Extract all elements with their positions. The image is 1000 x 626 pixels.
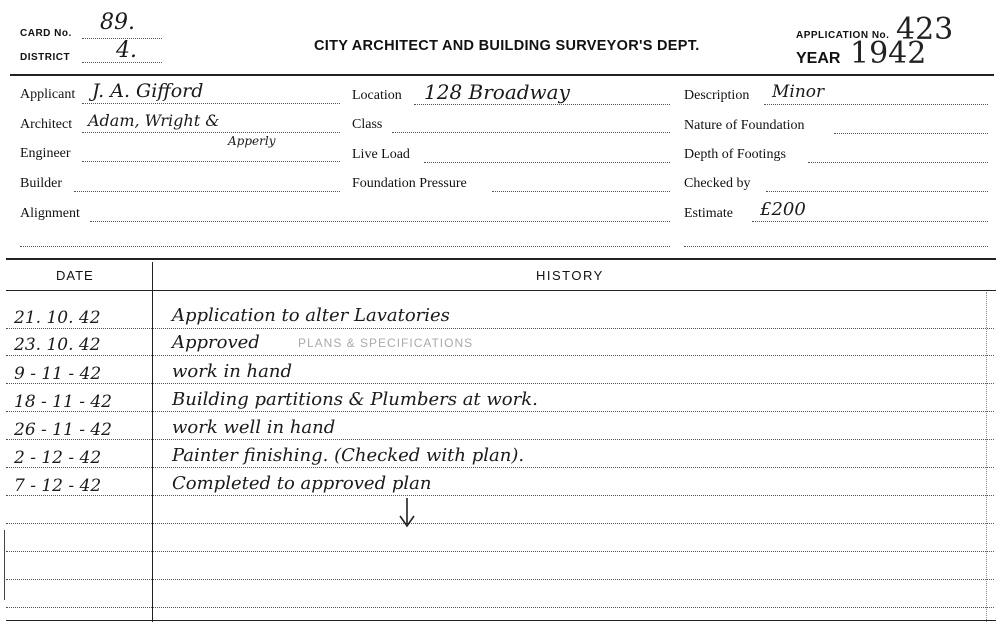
location-line: [414, 104, 670, 105]
district-line: [82, 62, 162, 63]
card-no-label: CARD No.: [20, 28, 72, 39]
estimate-value: £200: [760, 199, 806, 220]
alignment-label: Alignment: [20, 206, 80, 221]
history-entry: work in hand: [172, 361, 292, 382]
history-entry: Completed to approved plan: [172, 473, 432, 494]
row-line: [6, 383, 994, 384]
applicant-value: J. A. Gifford: [92, 80, 204, 102]
history-date: 26 - 11 - 42: [14, 420, 112, 440]
district-label: DISTRICT: [20, 52, 71, 63]
history-date: 21. 10. 42: [14, 308, 101, 328]
applicant-label: Applicant: [20, 87, 76, 102]
application-label: APPLICATION No.: [796, 30, 890, 41]
row-line: [6, 355, 994, 356]
nature-label: Nature of Foundation: [684, 118, 805, 133]
card-bottom-rule: [6, 620, 996, 621]
architect-line: [82, 132, 340, 133]
depth-line: [808, 162, 988, 163]
foundation-pressure-line: [492, 191, 670, 192]
row-line: [6, 328, 994, 329]
history-entry: Building partitions & Plumbers at work.: [172, 389, 538, 410]
history-entry: work well in hand: [172, 417, 336, 438]
history-date: 7 - 12 - 42: [14, 476, 102, 496]
description-value: Minor: [772, 82, 825, 102]
foundation-pressure-label: Foundation Pressure: [352, 176, 467, 191]
district-value: 4.: [116, 38, 137, 63]
builder-line: [74, 191, 340, 192]
applicant-line: [82, 103, 340, 104]
history-header: HISTORY: [536, 268, 604, 283]
history-date: 9 - 11 - 42: [14, 364, 102, 384]
history-entry: Application to alter Lavatories: [172, 305, 450, 326]
dept-title: CITY ARCHITECT AND BUILDING SURVEYOR'S DEPT.: [314, 38, 700, 54]
engineer-label: Engineer: [20, 146, 71, 161]
description-label: Description: [684, 88, 750, 103]
class-line: [392, 132, 670, 133]
history-date: 23. 10. 42: [14, 335, 101, 355]
right-edge-mark: [986, 292, 987, 622]
history-column-divider: [152, 262, 153, 622]
location-label: Location: [352, 88, 402, 103]
card-no-value: 89.: [100, 10, 135, 35]
depth-label: Depth of Footings: [684, 147, 786, 162]
history-entry: Painter finishing. (Checked with plan).: [172, 445, 525, 466]
checked-line: [766, 191, 988, 192]
history-header-rule: [6, 290, 996, 291]
history-date: 2 - 12 - 42: [14, 448, 102, 468]
faded-stamp: PLANS & SPECIFICATIONS: [298, 336, 474, 350]
application-value: 423: [896, 12, 954, 47]
form-top-rule: [10, 74, 994, 76]
check-arrow-icon: [392, 496, 422, 532]
row-line: [6, 495, 994, 496]
architect-value: Adam, Wright &: [88, 111, 220, 130]
left-edge-mark: [4, 530, 5, 600]
year-label: YEAR: [796, 50, 841, 67]
history-entry: Approved: [172, 332, 260, 353]
row-line: [6, 411, 994, 412]
blank-line: [20, 246, 670, 247]
alignment-line: [90, 221, 670, 222]
checked-label: Checked by: [684, 176, 751, 191]
row-line: [6, 607, 994, 608]
date-header: DATE: [56, 268, 94, 283]
estimate-line: [752, 221, 988, 222]
history-date: 18 - 11 - 42: [14, 392, 112, 412]
architect-value-2: Apperly: [228, 134, 276, 148]
nature-line: [834, 133, 988, 134]
row-line: [6, 551, 994, 552]
row-line: [6, 439, 994, 440]
location-value: 128 Broadway: [424, 80, 570, 104]
live-load-line: [424, 162, 670, 163]
row-line: [6, 523, 994, 524]
blank-line-right: [684, 246, 988, 247]
description-line: [764, 104, 988, 105]
history-top-rule: [6, 258, 996, 260]
class-label: Class: [352, 117, 383, 132]
year-value: 1942: [850, 36, 927, 71]
live-load-label: Live Load: [352, 147, 410, 162]
builder-label: Builder: [20, 176, 62, 191]
estimate-label: Estimate: [684, 206, 733, 221]
engineer-line: [82, 161, 340, 162]
row-line: [6, 467, 994, 468]
row-line: [6, 579, 994, 580]
architect-label: Architect: [20, 117, 73, 132]
